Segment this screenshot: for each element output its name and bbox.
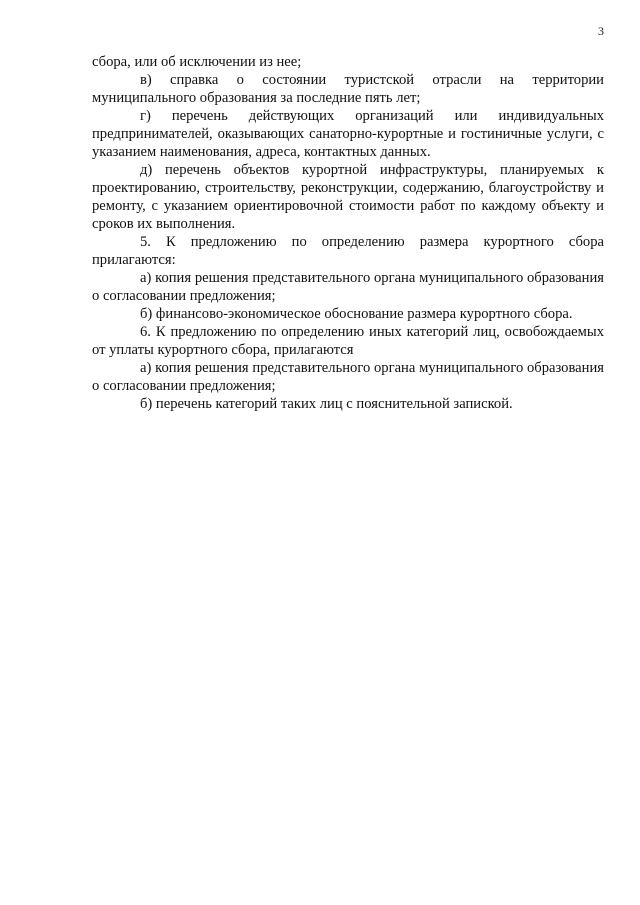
page-number: 3 bbox=[598, 24, 604, 38]
paragraph-continuation: сбора, или об исключении из нее; bbox=[92, 54, 302, 70]
paragraph-item-v: в) справка о состоянии туристской отрасли на территории муниципального образования за последние пять лет; bbox=[92, 72, 604, 106]
paragraph-section-6-item-b: б) перечень категорий таких лиц с пояснительной запиской. bbox=[140, 396, 513, 412]
document-body bbox=[92, 53, 604, 413]
paragraph-section-5: 5. К предложению по определению размера курортного сбора прилагаются: bbox=[92, 234, 604, 268]
paragraph-section-5-item-b: б) финансово-экономическое обоснование размера курортного сбора. bbox=[140, 306, 573, 322]
paragraph-item-d: д) перечень объектов курортной инфраструктуры, планируемых к проектированию, строительству, реконструкции, содержанию, благоустройству и ремонту, с указанием ориентировочной стоимости работ по каждому объекту и сроков их выполнения. bbox=[92, 162, 604, 232]
paragraph-section-6: 6. К предложению по определению иных категорий лиц, освобождаемых от уплаты курортного сбора, прилагаются bbox=[92, 324, 604, 358]
paragraph-section-5-item-a: а) копия решения представительного органа муниципального образования о согласовании предложения; bbox=[92, 270, 604, 304]
paragraph-item-g: г) перечень действующих организаций или индивидуальных предпринимателей, оказывающих санаторно-курортные и гостиничные услуги, с указанием наименования, адреса, контактных данных. bbox=[92, 108, 604, 160]
paragraph-section-6-item-a: а) копия решения представительного органа муниципального образования о согласовании предложения; bbox=[92, 360, 604, 394]
